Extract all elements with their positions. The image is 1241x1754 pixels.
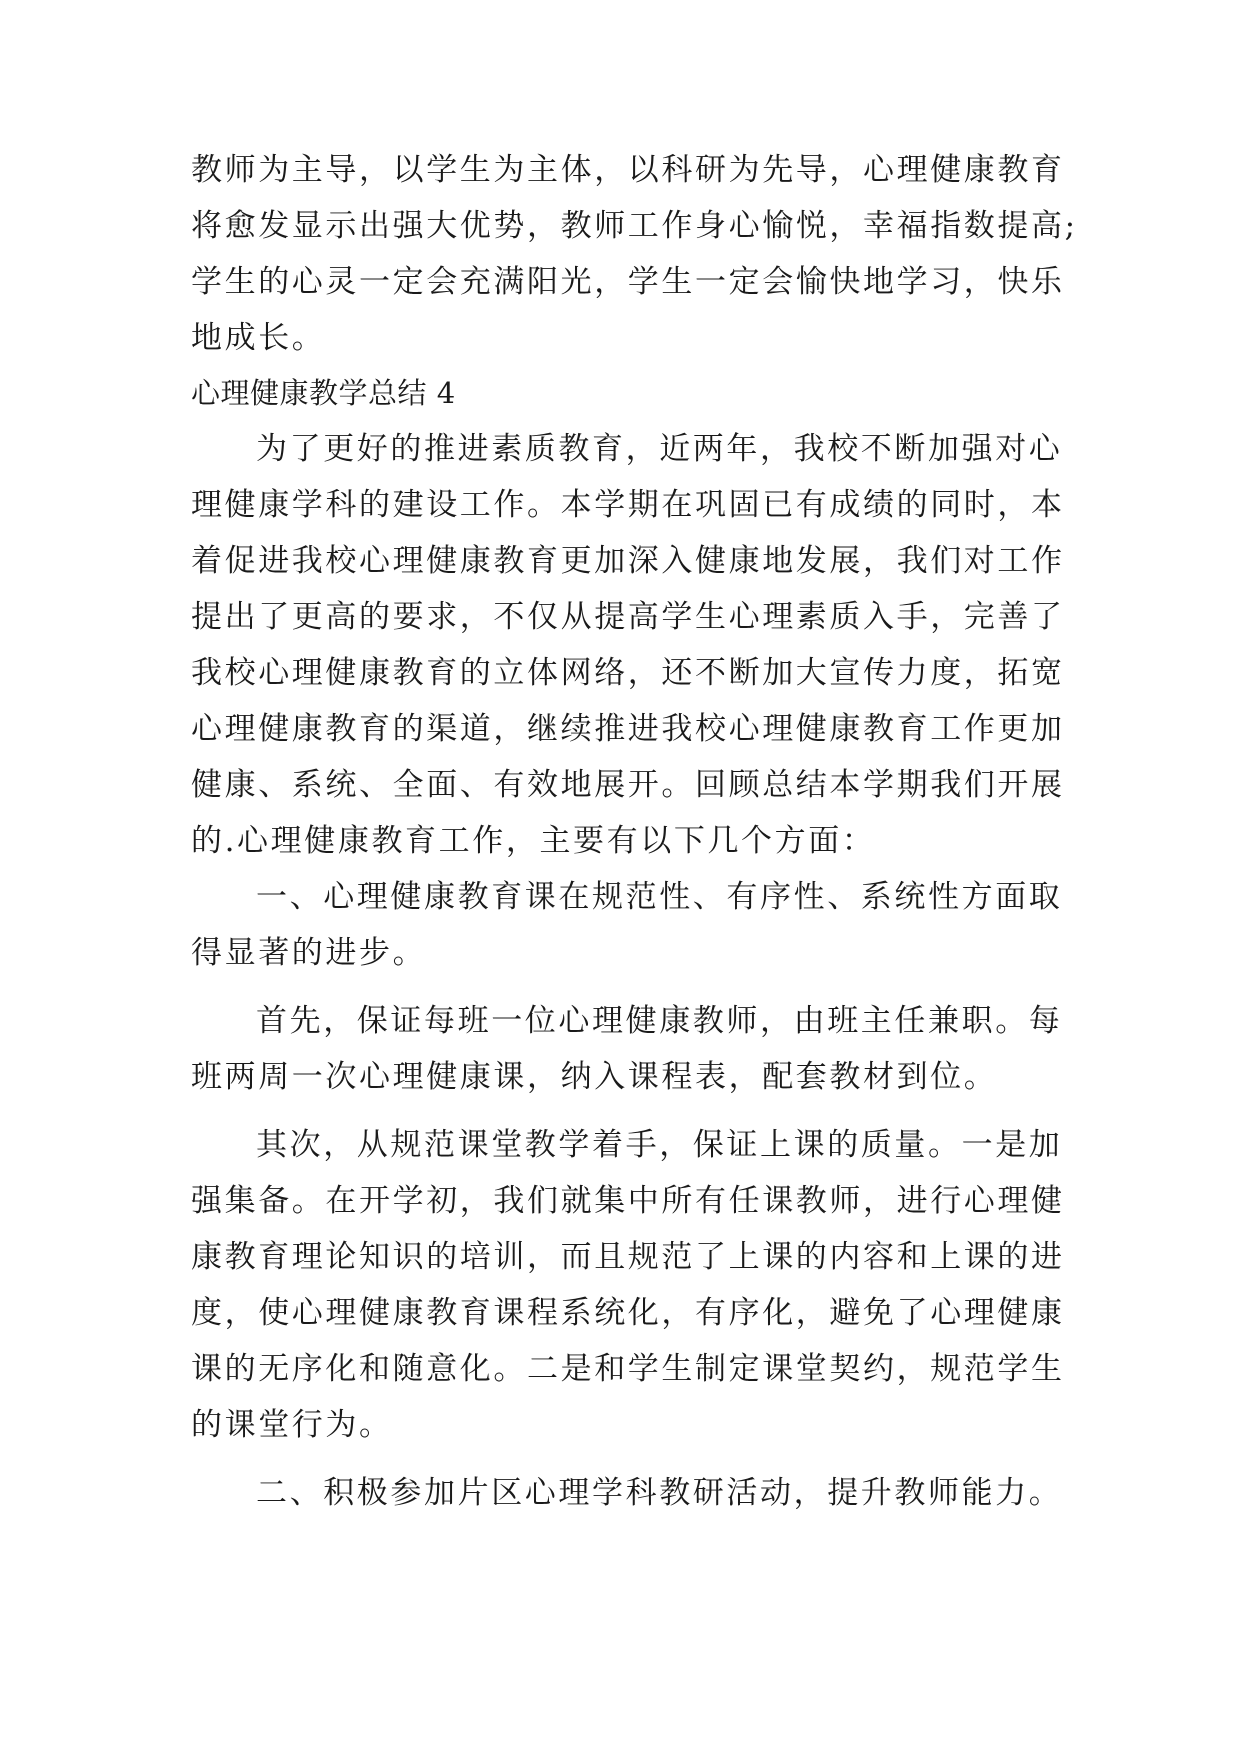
section-heading: 心理健康教学总结 4: [191, 376, 456, 410]
text-line: 强集备。在开学初，我们就集中所有任课教师，进行心理健: [191, 1183, 1065, 1219]
text-line: 学生的心灵一定会充满阳光，学生一定会愉快地学习，快乐: [191, 264, 1065, 300]
text-line: 地成长。: [191, 320, 326, 356]
text-line: 康教育理论知识的培训，而且规范了上课的内容和上课的进: [191, 1239, 1065, 1275]
text-line: 二、积极参加片区心理学科教研活动，提升教师能力。: [256, 1475, 1063, 1511]
text-line: 的.心理健康教育工作，主要有以下几个方面：: [191, 823, 876, 859]
text-line: 课的无序化和随意化。二是和学生制定课堂契约，规范学生: [191, 1351, 1065, 1387]
text-line: 将愈发显示出强大优势，教师工作身心愉悦，幸福指数提高;: [191, 208, 1078, 244]
text-line: 其次，从规范课堂教学着手，保证上课的质量。一是加: [256, 1127, 1063, 1163]
text-line: 我校心理健康教育的立体网络，还不断加大宣传力度，拓宽: [191, 655, 1065, 691]
text-line: 教师为主导，以学生为主体，以科研为先导，心理健康教育: [191, 152, 1065, 188]
text-line: 健康、系统、全面、有效地展开。回顾总结本学期我们开展: [191, 767, 1065, 803]
text-line: 度，使心理健康教育课程系统化，有序化，避免了心理健康: [191, 1295, 1065, 1331]
text-line: 的课堂行为。: [191, 1407, 393, 1443]
text-line: 得显著的进步。: [191, 935, 427, 971]
text-line: 首先，保证每班一位心理健康教师，由班主任兼职。每: [256, 1003, 1063, 1039]
text-line: 一、心理健康教育课在规范性、有序性、系统性方面取: [256, 879, 1063, 915]
text-line: 着促进我校心理健康教育更加深入健康地发展，我们对工作: [191, 543, 1065, 579]
text-line: 提出了更高的要求，不仅从提高学生心理素质入手，完善了: [191, 599, 1065, 635]
text-line: 为了更好的推进素质教育，近两年，我校不断加强对心: [256, 431, 1063, 467]
text-line: 心理健康教育的渠道，继续推进我校心理健康教育工作更加: [191, 711, 1065, 747]
text-line: 理健康学科的建设工作。本学期在巩固已有成绩的同时，本: [191, 487, 1065, 523]
text-line: 班两周一次心理健康课，纳入课程表，配套教材到位。: [191, 1059, 998, 1095]
